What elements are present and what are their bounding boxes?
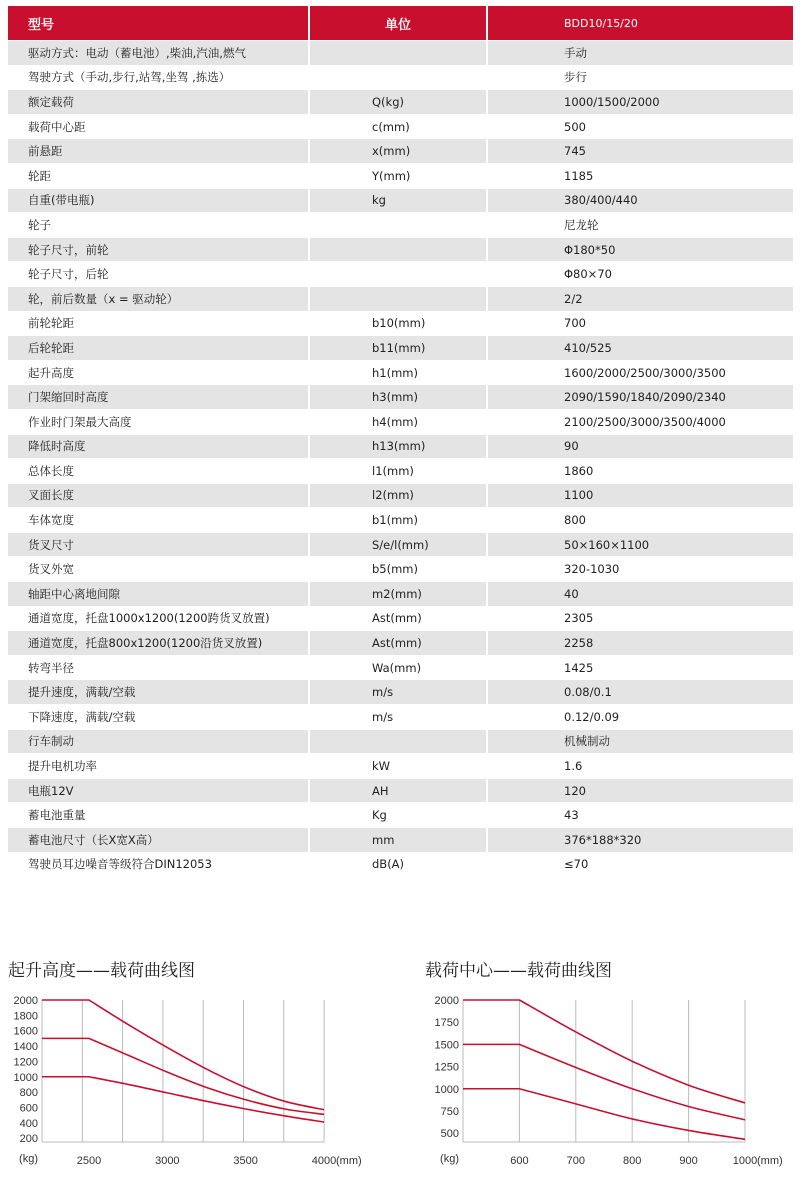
row-unit: b1(mm) xyxy=(310,508,486,532)
y-tick-label: 1600 xyxy=(13,1025,38,1038)
table-row xyxy=(8,139,793,163)
row-unit: h3(mm) xyxy=(310,385,486,409)
table-row xyxy=(8,435,793,459)
table-row xyxy=(8,803,793,827)
row-value: 0.12/0.09 xyxy=(488,705,793,729)
chart-title-lift-height: 起升高度——载荷曲线图 xyxy=(8,961,195,981)
row-parameter: 蓄电池重量 xyxy=(8,803,308,827)
row-value: 700 xyxy=(488,312,793,336)
y-axis-label: (kg) xyxy=(19,1153,38,1165)
row-value: 40 xyxy=(488,582,793,606)
table-row xyxy=(8,66,793,90)
spec-table-body xyxy=(8,41,793,876)
row-parameter: 货叉尺寸 xyxy=(8,533,308,557)
spec-table-header xyxy=(8,6,793,40)
row-value: 2100/2500/3000/3500/4000 xyxy=(488,410,793,434)
row-unit xyxy=(310,287,486,311)
row-parameter: 额定载荷 xyxy=(8,90,308,114)
table-row xyxy=(8,533,793,557)
y-tick-label: 1500 xyxy=(434,1039,459,1052)
row-unit: Kg xyxy=(310,803,486,827)
row-unit: h1(mm) xyxy=(310,361,486,385)
row-parameter: 前悬距 xyxy=(8,139,308,163)
load-curve xyxy=(463,1044,745,1119)
row-unit: kg xyxy=(310,189,486,213)
table-row xyxy=(8,312,793,336)
y-tick-label: 800 xyxy=(19,1087,38,1100)
row-unit xyxy=(310,262,486,286)
row-parameter: 行车制动 xyxy=(8,730,308,754)
table-row xyxy=(8,779,793,803)
row-value: 410/525 xyxy=(488,336,793,360)
row-unit xyxy=(310,66,486,90)
table-row xyxy=(8,828,793,852)
row-parameter: 轮子 xyxy=(8,213,308,237)
y-tick-label: 1400 xyxy=(13,1041,38,1054)
row-parameter: 通道宽度，托盘800x1200(1200沿货叉放置) xyxy=(8,631,308,655)
lift-height-load-chart xyxy=(0,990,395,1185)
row-parameter: 货叉外宽 xyxy=(8,557,308,581)
row-parameter: 驱动方式：电动（蓄电池）,柴油,汽油,燃气 xyxy=(8,41,308,65)
row-unit: c(mm) xyxy=(310,115,486,139)
y-tick-label: 600 xyxy=(19,1102,38,1115)
load-curve xyxy=(42,1077,324,1122)
table-row xyxy=(8,410,793,434)
table-row xyxy=(8,189,793,213)
table-row xyxy=(8,754,793,778)
x-tick-label: 700 xyxy=(566,1155,585,1167)
row-unit xyxy=(310,213,486,237)
table-row xyxy=(8,730,793,754)
x-tick-label: 2500 xyxy=(76,1155,102,1167)
row-parameter: 蓄电池尺寸（长X宽X高） xyxy=(8,828,308,852)
row-value: 机械制动 xyxy=(488,730,793,754)
row-unit: Y(mm) xyxy=(310,164,486,188)
chart-title-load-center: 载荷中心——载荷曲线图 xyxy=(425,961,612,981)
row-value: 1600/2000/2500/3000/3500 xyxy=(488,361,793,385)
table-row xyxy=(8,41,793,65)
row-unit: dB(A) xyxy=(310,853,486,877)
table-row xyxy=(8,631,793,655)
row-parameter: 提升电机功率 xyxy=(8,754,308,778)
row-unit: m/s xyxy=(310,680,486,704)
row-parameter: 下降速度，满载/空载 xyxy=(8,705,308,729)
row-value: 1860 xyxy=(488,459,793,483)
row-parameter: 后轮轮距 xyxy=(8,336,308,360)
row-parameter: 起升高度 xyxy=(8,361,308,385)
row-unit xyxy=(310,730,486,754)
x-axis-label: (mm) xyxy=(336,1155,362,1167)
table-row xyxy=(8,213,793,237)
table-row xyxy=(8,582,793,606)
row-parameter: 转弯半径 xyxy=(8,656,308,680)
table-row xyxy=(8,287,793,311)
row-unit: Ast(mm) xyxy=(310,607,486,631)
x-tick-label: 600 xyxy=(510,1155,529,1167)
y-tick-label: 750 xyxy=(440,1105,459,1118)
header-model-value: BDD10/15/20 xyxy=(488,6,793,40)
row-unit: h13(mm) xyxy=(310,435,486,459)
spec-table xyxy=(8,6,793,876)
row-unit: AH xyxy=(310,779,486,803)
table-row xyxy=(8,90,793,114)
row-value: 0.08/0.1 xyxy=(488,680,793,704)
row-parameter: 载荷中心距 xyxy=(8,115,308,139)
x-tick-label: 1000 xyxy=(732,1155,758,1167)
table-row xyxy=(8,164,793,188)
y-tick-label: 2000 xyxy=(13,995,38,1007)
row-value: 50×160×1100 xyxy=(488,533,793,557)
row-unit: m2(mm) xyxy=(310,582,486,606)
row-value: 800 xyxy=(488,508,793,532)
table-row xyxy=(8,115,793,139)
y-axis-label: (kg) xyxy=(440,1153,459,1165)
row-parameter: 自重(带电瓶) xyxy=(8,189,308,213)
row-parameter: 作业时门架最大高度 xyxy=(8,410,308,434)
x-tick-label: 900 xyxy=(679,1155,698,1167)
table-row xyxy=(8,508,793,532)
y-tick-label: 1800 xyxy=(13,1010,38,1023)
x-tick-label: 3000 xyxy=(155,1155,180,1167)
table-row xyxy=(8,484,793,508)
table-row xyxy=(8,656,793,680)
row-value: 43 xyxy=(488,803,793,827)
row-parameter: 轮，前后数量（x = 驱动轮） xyxy=(8,287,308,311)
y-tick-label: 1200 xyxy=(13,1056,38,1069)
row-parameter: 叉面长度 xyxy=(8,484,308,508)
table-row xyxy=(8,557,793,581)
row-value: 1425 xyxy=(488,656,793,680)
row-value: 1185 xyxy=(488,164,793,188)
row-value: 90 xyxy=(488,435,793,459)
table-row xyxy=(8,385,793,409)
row-unit: h4(mm) xyxy=(310,410,486,434)
x-tick-label: 4000 xyxy=(311,1155,337,1167)
row-value: 2258 xyxy=(488,631,793,655)
y-tick-label: 400 xyxy=(19,1117,38,1130)
load-curve xyxy=(463,1089,745,1140)
row-parameter: 驾驶员耳边噪音等级符合DIN12053 xyxy=(8,853,308,877)
y-tick-label: 200 xyxy=(19,1133,38,1146)
header-model: 型号 xyxy=(8,6,308,40)
row-parameter: 轮距 xyxy=(8,164,308,188)
row-unit: b11(mm) xyxy=(310,336,486,360)
x-axis-label: (mm) xyxy=(757,1155,783,1167)
load-curve xyxy=(463,1000,745,1103)
row-value: 120 xyxy=(488,779,793,803)
row-unit: b10(mm) xyxy=(310,312,486,336)
row-parameter: 前轮轮距 xyxy=(8,312,308,336)
row-parameter: 通道宽度，托盘1000x1200(1200跨货叉放置) xyxy=(8,607,308,631)
row-value: 380/400/440 xyxy=(488,189,793,213)
row-unit: m/s xyxy=(310,705,486,729)
x-tick-label: 800 xyxy=(623,1155,642,1167)
table-row xyxy=(8,705,793,729)
load-curve xyxy=(42,1000,324,1110)
row-unit: mm xyxy=(310,828,486,852)
row-unit: S/e/l(mm) xyxy=(310,533,486,557)
row-value: 1100 xyxy=(488,484,793,508)
row-unit: kW xyxy=(310,754,486,778)
table-row xyxy=(8,853,793,877)
row-parameter: 轴距中心离地间隙 xyxy=(8,582,308,606)
row-parameter: 总体长度 xyxy=(8,459,308,483)
row-unit: Q(kg) xyxy=(310,90,486,114)
row-value: 尼龙轮 xyxy=(488,213,793,237)
row-parameter: 降低时高度 xyxy=(8,435,308,459)
row-value: 745 xyxy=(488,139,793,163)
row-unit xyxy=(310,41,486,65)
row-parameter: 轮子尺寸，后轮 xyxy=(8,262,308,286)
y-tick-label: 1000 xyxy=(13,1071,38,1084)
row-parameter: 电瓶12V xyxy=(8,779,308,803)
row-parameter: 车体宽度 xyxy=(8,508,308,532)
table-row xyxy=(8,680,793,704)
row-value: 1.6 xyxy=(488,754,793,778)
row-parameter: 驾驶方式（手动,步行,站驾,坐驾 ,拣选） xyxy=(8,66,308,90)
y-tick-label: 1750 xyxy=(434,1017,459,1030)
header-unit: 单位 xyxy=(310,6,486,40)
table-row xyxy=(8,459,793,483)
y-tick-label: 1000 xyxy=(434,1083,459,1096)
row-value: ≤70 xyxy=(488,853,793,877)
row-value: 500 xyxy=(488,115,793,139)
row-unit: l2(mm) xyxy=(310,484,486,508)
table-row xyxy=(8,238,793,262)
row-unit: b5(mm) xyxy=(310,557,486,581)
y-tick-label: 500 xyxy=(440,1128,459,1141)
row-unit: Ast(mm) xyxy=(310,631,486,655)
row-unit xyxy=(310,238,486,262)
row-value: 手动 xyxy=(488,41,793,65)
row-unit: x(mm) xyxy=(310,139,486,163)
row-value: 步行 xyxy=(488,66,793,90)
row-value: Φ180*50 xyxy=(488,238,793,262)
y-tick-label: 2000 xyxy=(434,995,459,1007)
row-unit: l1(mm) xyxy=(310,459,486,483)
row-value: 1000/1500/2000 xyxy=(488,90,793,114)
table-row xyxy=(8,607,793,631)
row-value: 2305 xyxy=(488,607,793,631)
table-row xyxy=(8,262,793,286)
row-parameter: 提升速度，满载/空载 xyxy=(8,680,308,704)
row-parameter: 轮子尺寸，前轮 xyxy=(8,238,308,262)
y-tick-label: 1250 xyxy=(434,1061,459,1074)
row-value: 2/2 xyxy=(488,287,793,311)
row-value: Φ80×70 xyxy=(488,262,793,286)
row-parameter: 门架缩回时高度 xyxy=(8,385,308,409)
row-value: 320-1030 xyxy=(488,557,793,581)
row-unit: Wa(mm) xyxy=(310,656,486,680)
row-value: 2090/1590/1840/2090/2340 xyxy=(488,385,793,409)
table-row xyxy=(8,336,793,360)
row-value: 376*188*320 xyxy=(488,828,793,852)
x-tick-label: 3500 xyxy=(233,1155,258,1167)
load-center-load-chart xyxy=(395,990,800,1185)
table-row xyxy=(8,361,793,385)
